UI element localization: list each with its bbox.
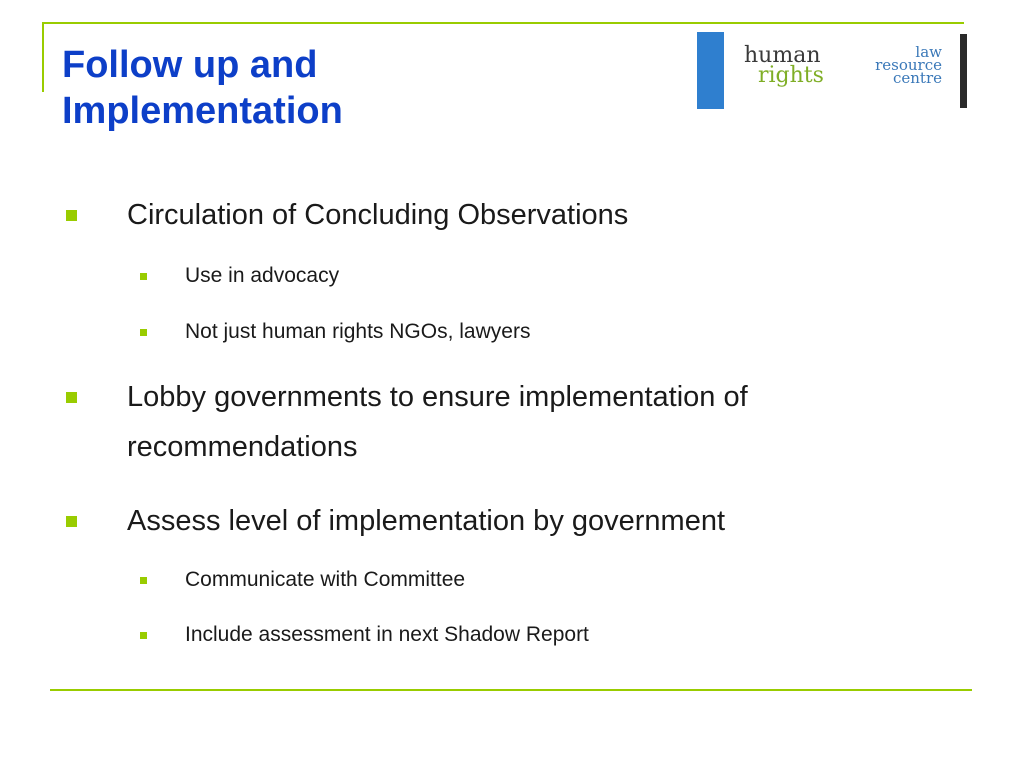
slide-title-line-2: Implementation — [62, 90, 343, 132]
square-bullet-icon — [140, 329, 147, 336]
logo-human-rights: human rights — [744, 43, 824, 88]
bullet-list: Circulation of Concluding Observations Use in advocacy Not just human rights NGOs, lawyers Lobby governments to ensure implementation of recommendations Assess level of implementation by government Communicate with Committee Include assessment in next Shadow Report — [0, 0, 1024, 768]
square-bullet-icon — [66, 516, 77, 527]
slide-title-line-1: Follow up and — [62, 44, 318, 86]
logo-law-resource-centre: law resource centre — [875, 43, 942, 87]
square-bullet-icon — [140, 577, 147, 584]
frame-bottom-line — [50, 689, 972, 691]
square-bullet-icon — [140, 273, 147, 280]
square-bullet-icon — [66, 210, 77, 221]
square-bullet-icon — [140, 632, 147, 639]
square-bullet-icon — [66, 392, 77, 403]
